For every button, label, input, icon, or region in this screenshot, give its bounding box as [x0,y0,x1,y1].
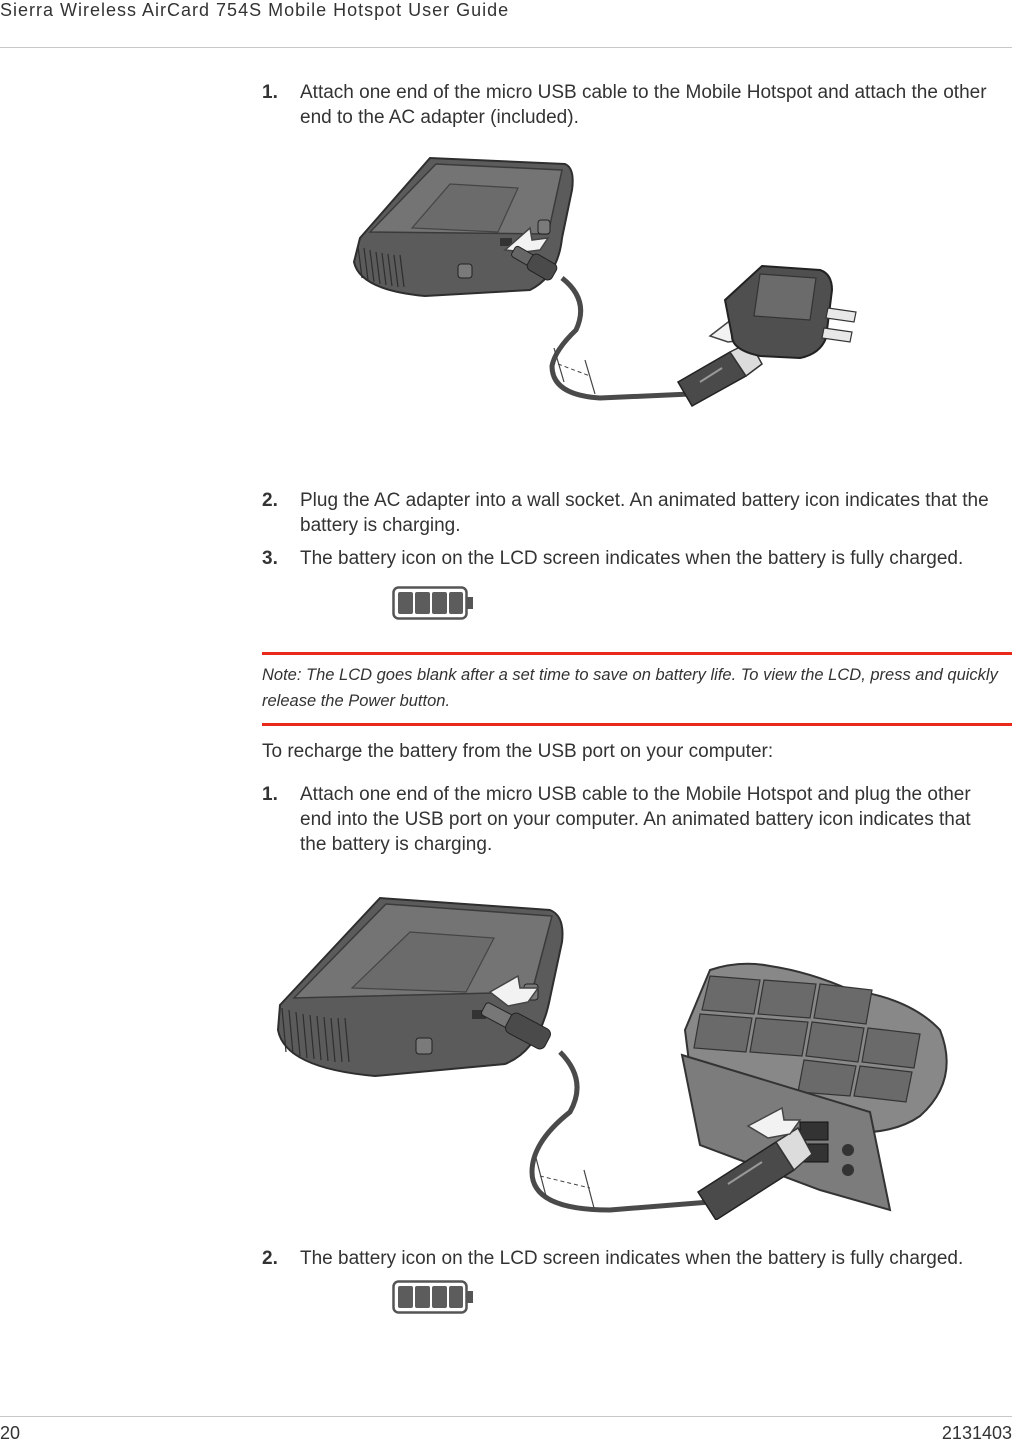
ac-adapter-icon [725,266,856,358]
page-number: 20 [0,1423,21,1443]
note-text: Note: The LCD goes blank after a set time to save on battery life. To view the LCD, press and quickly release the Power button. [262,666,998,710]
note-bottom-rule [262,723,1012,726]
usb-intro-text: To recharge the battery from the USB port on your computer: [262,741,774,762]
step-number: 2. [262,1248,278,1269]
step-number: 1. [262,82,278,103]
laptop-keyboard-icon [682,964,947,1210]
battery-full-icon [392,1280,474,1314]
computer-usb-charging-illustration [270,880,960,1220]
header-divider [0,47,1012,48]
document-id: 2131403 [941,1423,1012,1443]
step-text: The battery icon on the LCD screen indicates when the battery is fully charged. [300,1248,964,1269]
step-number: 2. [262,490,278,511]
running-header: Sierra Wireless AirCard 754S Mobile Hotspot User Guide [0,0,510,20]
step-text: The battery icon on the LCD screen indicates when the battery is fully charged. [300,548,964,569]
step-text: Attach one end of the micro USB cable to the Mobile Hotspot and plug the other end into the USB port on your computer. An animated battery icon indicates that the battery is charging. [300,784,971,855]
note-top-rule [262,652,1012,655]
step-number: 1. [262,784,278,805]
step-number: 3. [262,548,278,569]
battery-full-icon [392,586,474,620]
ac-adapter-charging-illustration [340,150,870,410]
step-text: Attach one end of the micro USB cable to the Mobile Hotspot and attach the other end to the AC adapter (included). [300,82,987,128]
footer-divider [0,1416,1012,1417]
step-text: Plug the AC adapter into a wall socket. An animated battery icon indicates that the battery is charging. [300,490,989,536]
